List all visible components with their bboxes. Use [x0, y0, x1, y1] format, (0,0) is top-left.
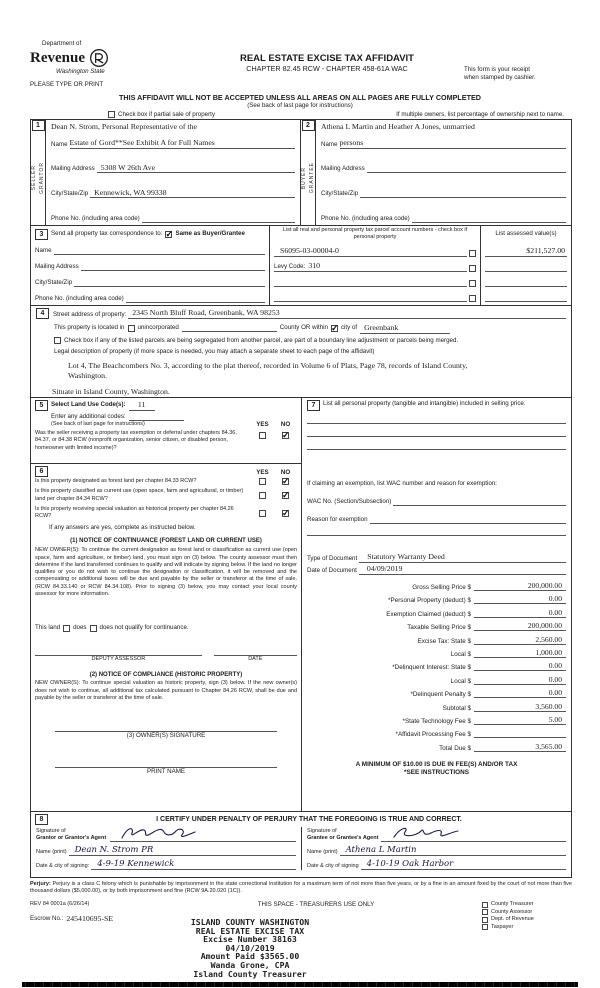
street-address-field[interactable]: 2345 North Bluff Road, Greenbank, WA 98253: [128, 308, 566, 319]
grantor-date-city-field[interactable]: 4-9-19 Kennewick: [91, 859, 296, 870]
levy-code-value[interactable]: 310: [308, 261, 321, 271]
s6-q1-text: Is this property designated as forest land per chapter 84.33 RCW?: [35, 478, 197, 484]
continuance-does-not-checkbox[interactable]: [90, 625, 97, 632]
subtotal-field[interactable]: 3,560.00: [474, 702, 566, 712]
parcel-col: [269, 226, 481, 305]
buyer-citystatezip-label: City/State/Zip: [321, 190, 359, 198]
escrow-label: Escrow No.:: [30, 914, 64, 922]
additional-codes-label: Enter any additional codes:: [51, 413, 126, 420]
section-6-number: 6: [35, 466, 48, 477]
county-treasurer-checkbox[interactable]: [482, 902, 488, 908]
legal-description-text[interactable]: Lot 4, The Beachcombers No. 3, according to the plat thereof, recorded in Volume 6 of Plats, Page 78, records of Island County, Washington.: [68, 360, 468, 380]
parcel-3-personal-checkbox[interactable]: [469, 280, 476, 287]
stamp-line: Wanda Grone, CPA: [210, 959, 290, 970]
segregated-checkbox[interactable]: [54, 337, 61, 344]
escrow-row: [30, 914, 113, 924]
treasurer-space-label: THIS SPACE - TREASURERS USE ONLY: [257, 901, 375, 908]
form-title: REAL ESTATE EXCISE TAX AFFIDAVIT: [239, 53, 414, 64]
s6-q2-text: Is this property classified as current use (open space, farm and agricultural, or timber) land per chapter 84.34 RCW?: [35, 488, 244, 502]
treasurer-stamp: [135, 918, 365, 978]
delinquent-penalty-field[interactable]: 0.00: [474, 688, 566, 698]
grantee-sig-label-1: Signature of: [307, 827, 337, 834]
notice1-text: NEW OWNER(S): To continue the current designation as forest land or classification as current use (open space, farm and agriculture, or timber) land, you must sign on (3) below. The county assessor must then determine if the land transferred continues to qualify and will indicate by signing below. If the land no longer qualifies or you do not wish to continue the designation or classification, it will be removed and the compensating or additional taxes will be due and payable by the seller or transferor at the time of sale. (RCW 84.33.140 or RCW 84.34.108). Prior to signing (3) below, you may contact your local county assessor for more information.: [35, 547, 297, 597]
does-not-label: does not qualify for continuance.: [99, 624, 189, 632]
money-row: [307, 698, 566, 711]
buyer-name-label: Name: [321, 140, 338, 148]
s6-yes-header: YES: [256, 468, 269, 476]
notice1-title: (1) NOTICE OF CONTINUANCE (FOREST LAND OR CURRENT USE): [70, 538, 262, 545]
grantor-name-print-label: Name (print): [36, 848, 67, 855]
certification-section: [30, 811, 572, 878]
buyer-name-line1[interactable]: Athena L Martin and Heather A Jones, unmarried: [321, 122, 475, 131]
money-row-label: *Personal Property (deduct) $: [388, 597, 471, 605]
city-name-field[interactable]: Greenbank: [360, 323, 450, 334]
classification-section: [31, 464, 301, 811]
partial-sale-row: [30, 111, 572, 119]
grantor-date-city-label: Date & city of signing:: [36, 862, 90, 869]
located-in-label: This property is located in: [54, 324, 125, 332]
additional-codes-field[interactable]: [129, 414, 184, 421]
stamp-line: Amount Paid $3565.00: [200, 951, 300, 962]
routing-label: County Assessor: [491, 908, 533, 915]
receipt-note: [464, 40, 572, 92]
buyer-fields: [316, 120, 571, 225]
money-row-label: *State Technology Fee $: [402, 717, 471, 725]
s6-question-row: [35, 488, 297, 503]
perjury-lead: Perjury:: [30, 881, 51, 887]
date-label: DATE: [248, 656, 263, 663]
left-column: [31, 398, 302, 811]
land-use-section: [31, 398, 301, 464]
assessed-col: [481, 226, 571, 305]
parties-section: [30, 119, 572, 226]
acceptance-warning: THIS AFFIDAVIT WILL NOT BE ACCEPTED UNLESS ALL AREAS ON ALL PAGES ARE FULLY COMPLETED: [119, 93, 481, 102]
date-of-document-field[interactable]: 04/09/2019: [359, 564, 566, 575]
routing-label: Taxpayer: [491, 923, 514, 930]
deputy-assessor-label: DEPUTY ASSESSOR: [91, 656, 146, 663]
certify-statement: I CERTIFY UNDER PENALTY OF PERJURY THAT THE FOREGOING IS TRUE AND CORRECT.: [156, 816, 462, 823]
same-as-buyer-checkbox[interactable]: [165, 231, 172, 238]
additional-codes-note: (See back of last page for instructions): [51, 421, 145, 428]
grantee-name-print-label: Name (print): [307, 848, 338, 855]
personal-property-line-3[interactable]: [307, 437, 566, 450]
grantee-name-field[interactable]: Athena L Martin: [340, 845, 566, 856]
seller-fields: [46, 120, 300, 225]
section-5-number: 5: [35, 400, 48, 411]
grantor-name-field[interactable]: Dean N. Strom PR: [69, 845, 296, 856]
assessed-header: List assessed value(s): [495, 230, 557, 238]
parcel-1-personal-checkbox[interactable]: [469, 250, 476, 257]
parcel-header: List all real and personal property tax parcel account numbers - check box if personal property: [282, 227, 468, 241]
segregated-label: Check box if any of the listed parcels are being segregated from another parcel, are part of a boundary line adjustment or parcels being merged.: [64, 336, 459, 344]
money-table: [307, 578, 566, 752]
buyer-grantee-box: [301, 120, 571, 225]
money-row-label: *Delinquent Penalty $: [410, 691, 471, 699]
land-use-code-field[interactable]: 11: [129, 400, 155, 411]
s3-phone-label: Phone No. (including area code): [35, 294, 124, 302]
stamp-line: Excise Number 38163: [203, 934, 297, 945]
dor-logo-icon: [89, 48, 109, 68]
personal-property-section: [302, 398, 571, 811]
agency-block: [30, 40, 190, 92]
this-land-label: This land: [35, 624, 61, 632]
rev-number: REV 84 0001a (6/26/14): [30, 901, 90, 907]
money-row: [307, 618, 566, 631]
levy-code-label: Levy Code:: [274, 262, 306, 270]
minimum-fee-note: A MINIMUM OF $10.00 IS DUE IN FEE(S) AND/OR TAX: [355, 760, 518, 768]
does-label: does: [73, 624, 87, 632]
legal-description-label: Legal description of property (if more space is needed, you may attach a separate sheet to each page of the affidavit): [54, 347, 375, 355]
seller-grantor-vertical-label: [31, 131, 45, 225]
wac-number-field[interactable]: [393, 505, 566, 506]
seller-phone-field[interactable]: [142, 222, 295, 223]
buyer-phone-label: Phone No. (including area code): [321, 214, 410, 222]
acceptance-warning-sub: (See back of last page for instructions): [247, 102, 353, 109]
receipt-note-line2: when stamped by cashier.: [464, 74, 536, 82]
money-row: [307, 725, 566, 738]
s6-q1-yes-checkbox[interactable]: [259, 478, 266, 485]
grantor-signature-block: [31, 827, 301, 870]
county-assessor-checkbox[interactable]: [482, 909, 488, 915]
s6-q3-no-checkbox[interactable]: [282, 510, 289, 517]
personal-property-line-1[interactable]: [307, 411, 566, 424]
s3-phone-field[interactable]: [126, 302, 265, 303]
buyer-name-line2[interactable]: persons: [340, 138, 566, 149]
parcel-number-field[interactable]: S6095-03-00004-0: [274, 246, 467, 257]
excise-tax-local-field[interactable]: 1,000.00: [474, 648, 566, 658]
s5-no-checkbox[interactable]: [282, 432, 289, 439]
money-row: [307, 685, 566, 698]
money-row: [307, 604, 566, 617]
scan-edge-barcode: [22, 982, 578, 987]
s6-no-header: NO: [280, 468, 291, 476]
same-as-buyer-label: Same as Buyer/Grantee: [175, 229, 245, 237]
section-2-number: 2: [302, 120, 315, 131]
seller-citystatezip-label: City/State/Zip: [51, 190, 89, 198]
personal-property-deduct-field[interactable]: 0.00: [474, 594, 566, 604]
grantee-sig-label-2: Grantee or Grantee's Agent: [307, 834, 379, 841]
city-of-label: city of: [340, 324, 358, 332]
stamp-line: ISLAND COUNTY WASHINGTON: [190, 917, 310, 927]
partial-sale-checkbox[interactable]: [108, 111, 115, 118]
parcel-4-field[interactable]: [274, 301, 467, 302]
s3-name-label: Name: [35, 246, 52, 254]
street-address-label: Street address of property:: [53, 310, 127, 318]
s6-q3-yes-checkbox[interactable]: [259, 510, 266, 517]
seller-mailing-label: Mailing Address: [51, 165, 95, 173]
stamp-line: 04/10/2019: [225, 942, 275, 953]
stamp-line: Island County Treasurer: [193, 968, 307, 979]
wac-label: WAC No. (Section/Subsection): [307, 498, 392, 506]
perjury-text: Perjury is a class C felony which is punishable by imprisonment in the state correctional institution for a maximum term of not more than five years, or by a fine in an amount fixed by the court of not more than five thousand dollars ($5,000.00), or by both imprisonment and fine (RCW 9A.20.020 (1C)).: [30, 881, 572, 895]
county-name-field[interactable]: [182, 325, 277, 332]
property-location-section: [30, 305, 572, 398]
taxable-selling-price-field[interactable]: 200,000.00: [474, 621, 566, 631]
s6-q1-no-checkbox[interactable]: [282, 478, 289, 485]
seller-phone-label: Phone No. (including area code): [51, 214, 140, 222]
assessed-value-field[interactable]: $211,527.00: [485, 246, 567, 257]
city-checkbox[interactable]: [331, 325, 338, 332]
grantor-sig-label-1: Signature of: [36, 827, 66, 834]
middle-sections: [30, 397, 572, 812]
s3-mailing-label: Mailing Address: [35, 262, 79, 270]
grantee-signature-block: [301, 827, 571, 870]
buyer-vertical-word: BUYER: [301, 166, 307, 190]
see-instructions-note: *SEE INSTRUCTIONS: [404, 768, 469, 776]
tax-correspondence-section: [30, 225, 572, 306]
money-row-label: Exemption Claimed (deduct) $: [386, 610, 471, 618]
total-due-field[interactable]: 3,565.00: [474, 742, 566, 752]
print-name-label: PRINT NAME: [146, 768, 186, 776]
money-row-label: Taxable Selling Price $: [407, 624, 471, 632]
routing-checklist: [482, 901, 572, 931]
money-row-label: *Affidavit Processing Fee $: [395, 731, 471, 739]
grantor-signature: [118, 824, 198, 842]
agency-dept-line: Department of: [42, 40, 82, 47]
grantee-vertical-word: GRANTEE: [309, 162, 315, 194]
money-row-label: Excise Tax: State $: [417, 637, 471, 645]
owners-signature-field[interactable]: [55, 724, 277, 732]
money-row-label: Local $: [450, 651, 471, 658]
s5-no-header: NO: [280, 421, 291, 429]
money-row: [307, 578, 566, 591]
grantee-date-city-label: Date & city of signing: [307, 862, 359, 869]
s6-q3-text: Is this property receiving special valuation as historical property per chapter 84.26 RCW?: [35, 505, 234, 519]
money-row-label: Gross Selling Price $: [412, 584, 471, 592]
reason-label: Reason for exemption: [307, 516, 368, 524]
taxpayer-checkbox[interactable]: [482, 924, 488, 930]
buyer-side-rail: [301, 120, 316, 225]
parcel-4-personal-checkbox[interactable]: [469, 295, 476, 302]
state-technology-fee-field[interactable]: 5.00: [474, 715, 566, 725]
s5-question: Was the seller receiving a property tax exemption or deferral under chapters 84.36, 84.37, or 84.38 RCW (nonprofit organization, senior citizen, or disabled person, homeowner with limited income)?: [35, 430, 237, 451]
perjury-notice: [30, 881, 572, 896]
s5-yes-checkbox[interactable]: [259, 432, 266, 439]
seller-side-rail: [31, 120, 46, 225]
money-row-label: Local $: [450, 677, 471, 685]
money-row-label: Subtotal $: [442, 704, 471, 712]
routing-label: Dept. of Revenue: [491, 916, 534, 923]
multiple-owners-note: If multiple owners, list percentage of ownership next to name.: [396, 110, 564, 118]
deputy-assessor-date-field[interactable]: [214, 648, 297, 656]
form-chapter: CHAPTER 82.45 RCW - CHAPTER 458-61A WAC: [246, 64, 408, 73]
personal-property-line-2[interactable]: [307, 424, 566, 437]
s6-q2-yes-checkbox[interactable]: [259, 492, 266, 499]
grantee-signature-field[interactable]: [381, 827, 566, 842]
dept-of-revenue-checkbox[interactable]: [482, 917, 488, 923]
title-block: [190, 40, 464, 92]
grantor-vertical-word: GRANTOR: [39, 162, 45, 194]
owners-print-name-field[interactable]: [55, 760, 277, 768]
s5-yes-header: YES: [256, 421, 269, 429]
section-7-number: 7: [307, 400, 320, 411]
unincorporated-label: unincorporated: [137, 324, 179, 332]
deputy-assessor-signature-field[interactable]: [35, 648, 202, 656]
send-correspondence-label: Send all property tax correspondence to:: [51, 229, 163, 237]
money-row: [307, 738, 566, 751]
exemption-note: If claiming an exemption, list WAC number and reason for exemption:: [307, 480, 497, 487]
type-of-document-field[interactable]: Statutory Warranty Deed: [359, 552, 566, 563]
money-row: [307, 645, 566, 658]
partial-sale-label: Check box if partial sale of property: [118, 110, 215, 118]
money-row-label: Total Due $: [439, 744, 471, 752]
agency-state-line: Washington State: [56, 68, 105, 76]
assessed-value-field-4[interactable]: [485, 301, 567, 302]
seller-vertical-word: SELLER: [31, 165, 37, 191]
reason-field-line2[interactable]: [307, 524, 566, 536]
s6-question-row: [35, 506, 297, 521]
seller-name-line1[interactable]: Dean N. Strom, Personal Representative of the: [51, 122, 197, 131]
continuance-does-checkbox[interactable]: [63, 625, 70, 632]
form-header: [30, 40, 572, 92]
notice2-text: NEW OWNER(S): To continue special valuation as historic property, sign (3) below. If the new owner(s) does not wish to continue, all additional tax calculated pursuant to Chapter 84.26 RCW, shall be due and payable by the seller or transferor at the time of sale.: [35, 680, 297, 701]
if-yes-note: If any answers are yes, complete as instructed below.: [49, 524, 196, 532]
seller-name-line2[interactable]: Estate of Gord**See Exhibit A for Full Names: [70, 138, 295, 149]
s3-citystatezip-label: City/State/Zip: [35, 278, 73, 286]
notice2-title: (2) NOTICE OF COMPLIANCE (HISTORIC PROPERTY): [89, 672, 243, 679]
seller-grantor-box: [31, 120, 301, 225]
delinquent-interest-state-field[interactable]: 0.00: [474, 661, 566, 671]
continuance-qualify-row: [35, 624, 297, 632]
section-3-number: 3: [35, 229, 48, 240]
please-type-note: PLEASE TYPE OR PRINT: [30, 81, 104, 89]
excise-tax-state-field[interactable]: 2,560.00: [474, 635, 566, 645]
money-row-label: *Delinquent Interest: State $: [392, 664, 471, 672]
money-row: [307, 712, 566, 725]
grantee-date-city-field[interactable]: 4-10-19 Oak Harbor: [361, 859, 566, 870]
affidavit-processing-fee-field[interactable]: [474, 737, 566, 738]
gross-selling-price-field[interactable]: 200,000.00: [474, 581, 566, 591]
receipt-note-line1: This form is your receipt: [464, 66, 531, 73]
buyer-phone-field[interactable]: [412, 222, 566, 223]
stamp-line: REAL ESTATE EXCISE TAX: [195, 925, 305, 936]
section-8-number: 8: [35, 814, 48, 825]
section-1-number: 1: [32, 120, 45, 131]
buyer-grantee-vertical-label: [301, 131, 315, 225]
exemption-claimed-field[interactable]: 0.00: [474, 608, 566, 618]
s6-question-row: [35, 478, 297, 485]
correspondence-col: [31, 226, 269, 305]
personal-property-label: List all personal property (tangible and intangible) included in selling price.: [323, 400, 526, 407]
buyer-mailing-label: Mailing Address: [321, 165, 365, 173]
money-row: [307, 658, 566, 671]
situate-text[interactable]: Situate in Island County, Washington.: [52, 387, 170, 397]
parcel-2-personal-checkbox[interactable]: [469, 265, 476, 272]
county-or-within-label: County OR within: [279, 324, 328, 332]
money-row: [307, 591, 566, 604]
money-row: [307, 671, 566, 684]
section-4-number: 4: [36, 308, 49, 319]
seller-citystatezip-field[interactable]: Kennewick, WA 99338: [90, 188, 295, 199]
land-use-label: Select Land Use Code(s):: [51, 401, 126, 409]
date-of-document-label: Date of Document: [307, 566, 357, 574]
grantor-sig-label-2: Grantor or Grantor's Agent: [36, 834, 107, 841]
escrow-value: 245410695-SE: [66, 914, 114, 923]
owners-signature-label: (3) OWNER(S) SIGNATURE: [126, 732, 206, 740]
s6-q2-no-checkbox[interactable]: [282, 492, 289, 499]
routing-label: County Treasurer: [491, 901, 534, 908]
money-row: [307, 631, 566, 644]
agency-name: Revenue: [30, 49, 85, 66]
seller-mailing-field[interactable]: 5308 W 26th Ave: [97, 163, 295, 174]
grantor-signature-field[interactable]: [110, 827, 296, 842]
unincorporated-checkbox[interactable]: [128, 325, 135, 332]
delinquent-interest-local-field[interactable]: 0.00: [474, 675, 566, 685]
seller-name-label: Name: [51, 140, 68, 148]
grantee-signature: [391, 824, 461, 842]
type-of-document-label: Type of Document: [307, 554, 358, 562]
